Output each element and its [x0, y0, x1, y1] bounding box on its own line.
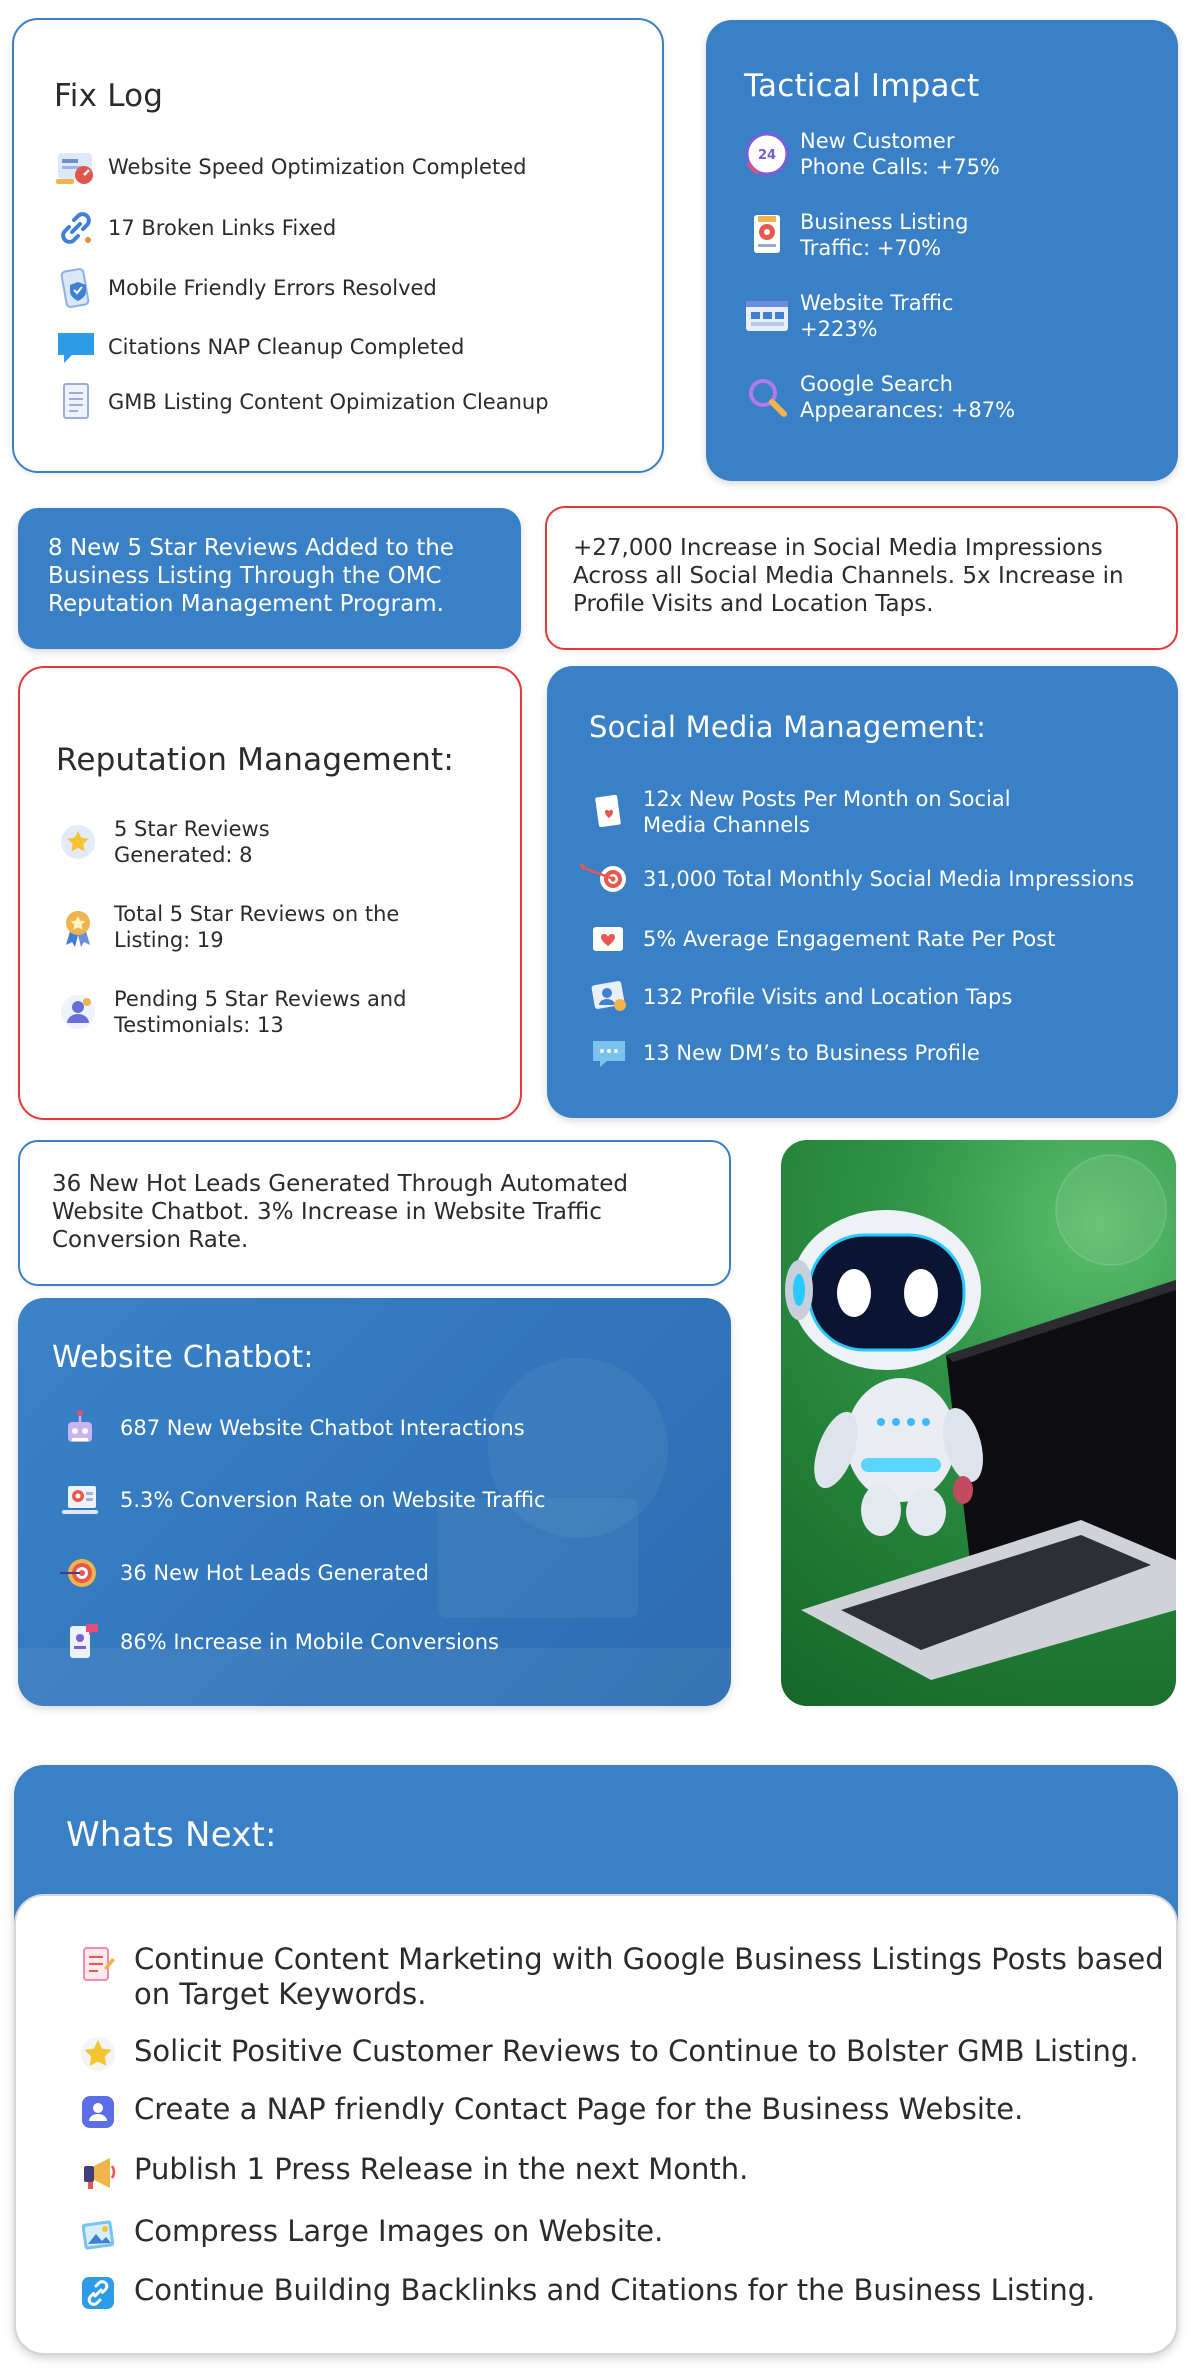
- reputation-line2: Testimonials: 13: [114, 1013, 284, 1037]
- chatbot-item: [58, 1551, 429, 1595]
- social-item: [589, 977, 1012, 1017]
- tactical-impact-title: Tactical Impact: [744, 68, 980, 104]
- next-item: [78, 1942, 1164, 2012]
- heart-icon: [589, 919, 629, 959]
- chain-link-icon: [78, 2273, 118, 2313]
- browser-window-icon: [742, 291, 792, 341]
- tactical-item: [742, 128, 1000, 180]
- reviews-banner-line: Business Listing Through the OMC: [48, 563, 442, 589]
- social-item: [589, 1033, 980, 1073]
- next-line2: on Target Keywords.: [134, 1977, 427, 2011]
- tactical-item: [742, 209, 968, 261]
- fix-log-item: [54, 380, 549, 424]
- tactical-line2: Phone Calls: +75%: [800, 155, 1000, 179]
- fix-log-label: GMB Listing Content Opimization Cleanup: [108, 390, 549, 414]
- social-item: [589, 786, 1011, 838]
- star-bubble-icon: [56, 820, 100, 864]
- post-icon: [589, 792, 629, 832]
- next-line1: Create a NAP friendly Contact Page for the Business Website.: [134, 2092, 1024, 2126]
- dart-target-icon: [58, 1551, 102, 1595]
- tactical-item: [742, 290, 953, 342]
- social-line1: 132 Profile Visits and Location Taps: [643, 985, 1013, 1009]
- fix-log-card: [12, 18, 664, 473]
- dm-icon: [589, 1033, 629, 1073]
- fix-log-label: Website Speed Optimization Completed: [108, 155, 527, 179]
- fix-log-title: Fix Log: [54, 78, 164, 114]
- social-line1: 5% Average Engagement Rate Per Post: [643, 927, 1056, 951]
- reputation-title: Reputation Management:: [56, 742, 454, 778]
- reputation-line1: 5 Star Reviews: [114, 817, 270, 841]
- reputation-item: [56, 986, 406, 1038]
- next-line1: Continue Content Marketing with Google Business Listings Posts based: [134, 1942, 1164, 1976]
- social-item: [589, 919, 1055, 959]
- next-line1: Continue Building Backlinks and Citations for the Business Listing.: [134, 2273, 1096, 2307]
- chatbot-title: Website Chatbot:: [52, 1340, 314, 1375]
- tactical-line2: Appearances: +87%: [800, 398, 1016, 422]
- tactical-line1: New Customer: [800, 129, 955, 153]
- tactical-line1: Business Listing: [800, 210, 969, 234]
- magnifier-icon: [742, 372, 792, 422]
- chatbot-item: [58, 1620, 499, 1664]
- chatbot-item: [58, 1406, 525, 1450]
- tactical-impact-card: [706, 20, 1178, 481]
- social-media-card: [547, 666, 1178, 1118]
- leads-banner-line: Website Chatbot. 3% Increase in Website Traffic: [52, 1199, 602, 1225]
- tactical-line1: Google Search: [800, 372, 953, 396]
- medal-icon: [56, 905, 100, 949]
- leads-banner: [18, 1140, 731, 1286]
- fix-log-item: [54, 206, 336, 250]
- whats-next-list: [14, 1894, 1178, 2355]
- whats-next-title: Whats Next:: [66, 1815, 277, 1855]
- conversion-icon: [58, 1478, 102, 1522]
- chatbot-card: [18, 1298, 731, 1706]
- mobile-shield-icon: [54, 266, 98, 310]
- next-item: [78, 2273, 1095, 2313]
- social-item: [577, 859, 1134, 899]
- social-banner-line: +27,000 Increase in Social Media Impressions: [573, 535, 1103, 561]
- tactical-line1: Website Traffic: [800, 291, 954, 315]
- chat-bubble-icon: [54, 325, 98, 369]
- reputation-item: [56, 816, 270, 868]
- social-banner-line: Across all Social Media Channels. 5x Increase in: [573, 563, 1124, 589]
- reputation-line1: Total 5 Star Reviews on the: [114, 902, 400, 926]
- fix-log-item: [54, 266, 437, 310]
- checklist-icon: [78, 1944, 118, 1984]
- reviews-banner-line: Reputation Management Program.: [48, 591, 444, 617]
- social-banner: [545, 506, 1178, 650]
- leads-banner-line: 36 New Hot Leads Generated Through Automated: [52, 1171, 629, 1197]
- chatbot-label: 86% Increase in Mobile Conversions: [120, 1630, 499, 1654]
- next-item: [78, 2152, 748, 2192]
- robot-illustration: [781, 1140, 1176, 1706]
- fix-log-label: 17 Broken Links Fixed: [108, 216, 337, 240]
- contact-icon: [78, 2092, 118, 2132]
- tactical-item: [742, 371, 1015, 423]
- next-line1: Solicit Positive Customer Reviews to Continue to Bolster GMB Listing.: [134, 2034, 1139, 2068]
- link-icon: [54, 206, 98, 250]
- reputation-line1: Pending 5 Star Reviews and: [114, 987, 407, 1011]
- tactical-line2: Traffic: +70%: [800, 236, 942, 260]
- next-item: [78, 2092, 1023, 2132]
- reputation-card: [18, 666, 522, 1120]
- reviews-banner-line: 8 New 5 Star Reviews Added to the: [48, 535, 454, 561]
- tactical-line2: +223%: [800, 317, 878, 341]
- fix-log-item: [54, 145, 526, 189]
- document-icon: [54, 380, 98, 424]
- bot-icon: [58, 1406, 102, 1450]
- speed-icon: [54, 145, 98, 189]
- reputation-line2: Generated: 8: [114, 843, 253, 867]
- image-icon: [78, 2214, 118, 2254]
- fix-log-item: [54, 325, 464, 369]
- social-line2: Media Channels: [643, 813, 810, 837]
- star-icon: [78, 2034, 118, 2074]
- target-icon: [577, 859, 629, 899]
- chatbot-label: 687 New Website Chatbot Interactions: [120, 1416, 525, 1440]
- listing-icon: [742, 210, 792, 260]
- next-item: [78, 2214, 663, 2254]
- social-line1: 12x New Posts Per Month on Social: [643, 787, 1011, 811]
- user-pending-icon: [56, 990, 100, 1034]
- social-line1: 31,000 Total Monthly Social Media Impressions: [643, 867, 1135, 891]
- reviews-banner: [18, 508, 521, 649]
- leads-banner-line: Conversion Rate.: [52, 1227, 249, 1253]
- next-line1: Publish 1 Press Release in the next Month.: [134, 2152, 749, 2186]
- next-item: [78, 2034, 1139, 2074]
- mobile-chat-icon: [58, 1620, 102, 1664]
- fix-log-label: Mobile Friendly Errors Resolved: [108, 276, 437, 300]
- social-line1: 13 New DM’s to Business Profile: [643, 1041, 980, 1065]
- reputation-line2: Listing: 19: [114, 928, 224, 952]
- social-banner-line: Profile Visits and Location Taps.: [573, 591, 934, 617]
- chatbot-label: 36 New Hot Leads Generated: [120, 1561, 429, 1585]
- social-media-title: Social Media Management:: [589, 710, 987, 744]
- megaphone-icon: [78, 2152, 118, 2192]
- phone-24-icon: [742, 129, 792, 179]
- next-line1: Compress Large Images on Website.: [134, 2214, 664, 2248]
- reputation-item: [56, 901, 399, 953]
- chatbot-label: 5.3% Conversion Rate on Website Traffic: [120, 1488, 546, 1512]
- svg-text:24: 24: [757, 148, 777, 163]
- fix-log-label: Citations NAP Cleanup Completed: [108, 335, 465, 359]
- profile-card-icon: [589, 977, 629, 1017]
- chatbot-item: [58, 1478, 546, 1522]
